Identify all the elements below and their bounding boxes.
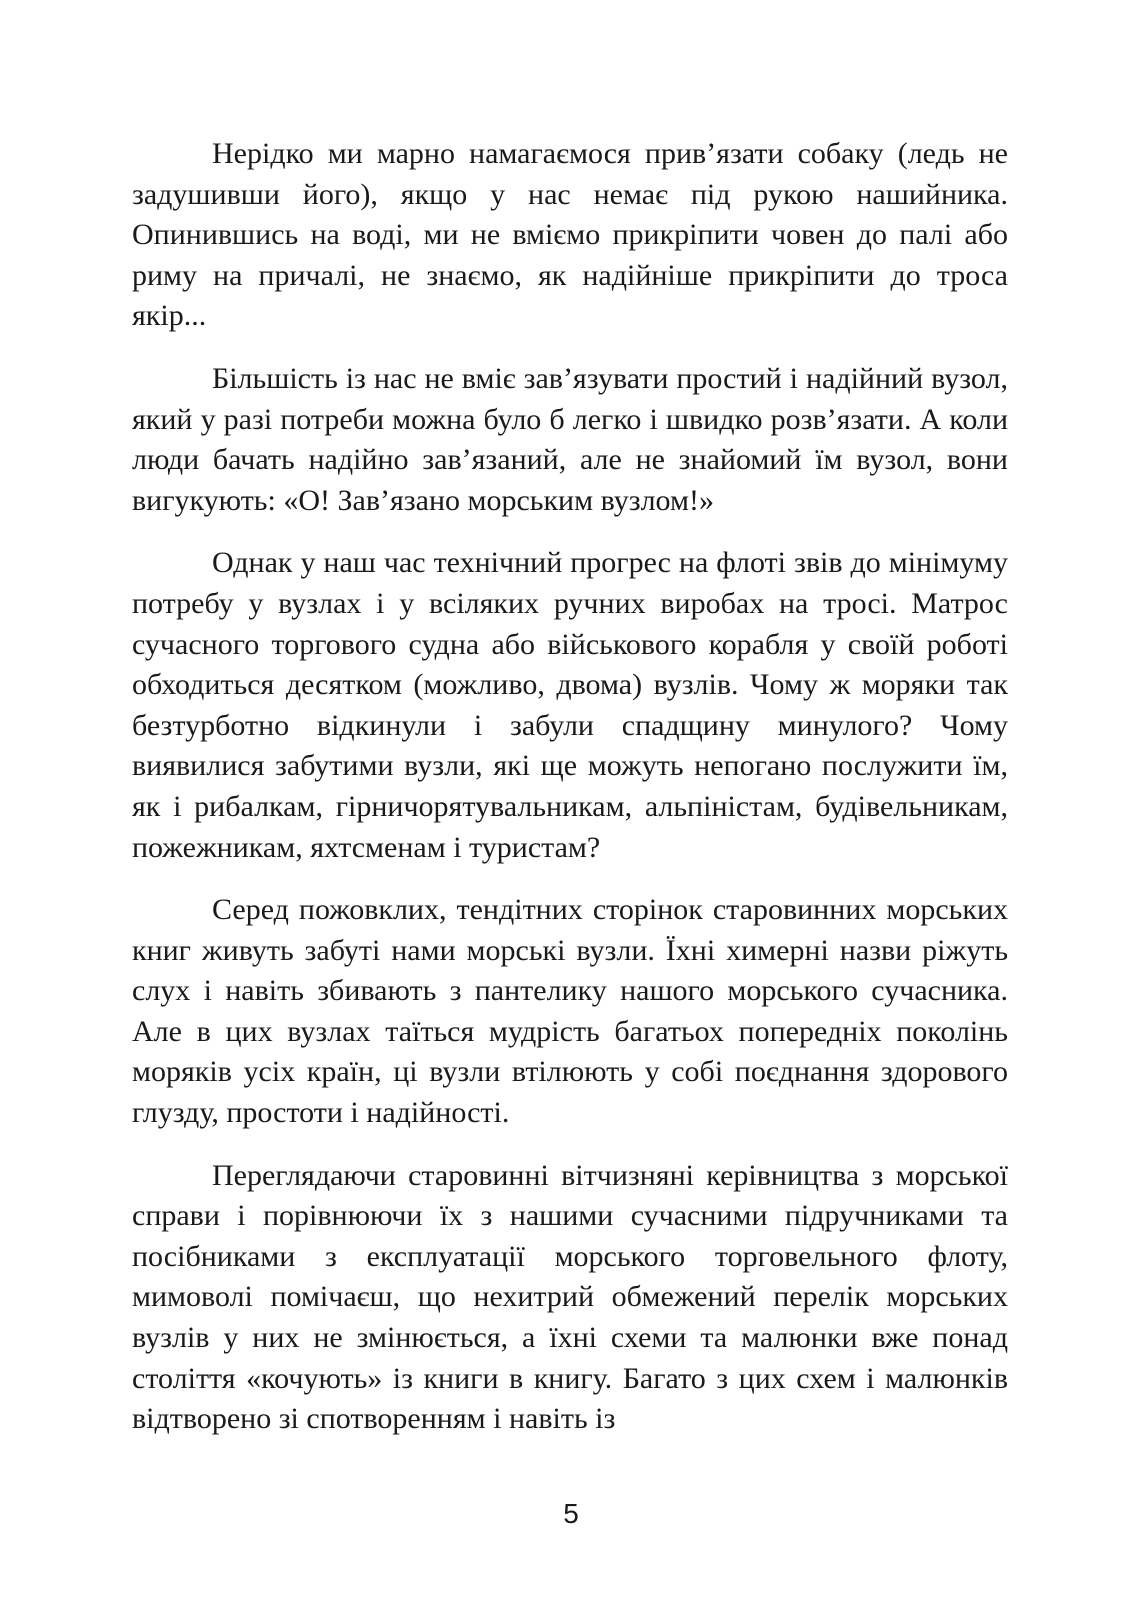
paragraph-5: Переглядаючи старовинні вітчизняні керівництва з морської справи і порівнюючи їх з нашими сучасними підручниками та посібниками з експлуатації морського торговельного флоту, мимоволі помічаєш, що нехитрий обмежений перелік морських вузлів у них не змінюється, а їхні схеми та малюнки вже понад століття «кочують» із книги в книгу. Багато з цих схем і малюнків відтворено зі спотворенням і навіть із bbox=[132, 1158, 1008, 1436]
paragraph-1: Нерідко ми марно намагаємося прив’язати собаку (ледь не задушивши його), якщо у нас немає під рукою нашийника. Опинившись на воді, ми не вміємо прикріпити човен до палі або риму на причалі, не знаємо, як надійніше прикріпити до троса якір... bbox=[132, 137, 1008, 333]
page-number: 5 bbox=[563, 1498, 579, 1529]
paragraph-4: Серед пожовклих, тендітних сторінок старовинних морських книг живуть забуті нами морські вузли. Їхні химерні назви ріжуть слух і навіть збивають з пантелику нашого морського сучасника. Але в цих вузлах таїться мудрість багатьох попередніх поколінь моряків усіх країн, ці вузли втілюють у собі поєднання здорового глузду, простоти і надійності. bbox=[132, 893, 1008, 1130]
paragraph-3: Однак у наш час технічний прогрес на флоті звів до мінімуму потребу у вузлах і у всіляких ручних виробах на тросі. Матрос сучасного торгового судна або військового корабля у своїй роботі обходиться десятком (можливо, двома) вузлів. Чому ж моряки так безтурботно відкинули і забули спадщину минулого? Чому виявилися забутими вузли, які ще можуть непогано послужити їм, як і рибалкам, гірничорятувальникам, альпіністам, будівельникам, пожежникам, яхтсменам і туристам? bbox=[132, 546, 1008, 864]
body-text bbox=[132, 134, 1008, 1462]
paragraph-2: Більшість із нас не вміє зав’язувати простий і надійний вузол, який у разі потреби можна було б легко і швидко розв’язати. А коли люди бачать надійно зав’язаний, але не знайомий їм вузол, вони вигукують: «О! Зав’язано морським вузлом!» bbox=[132, 361, 1008, 517]
